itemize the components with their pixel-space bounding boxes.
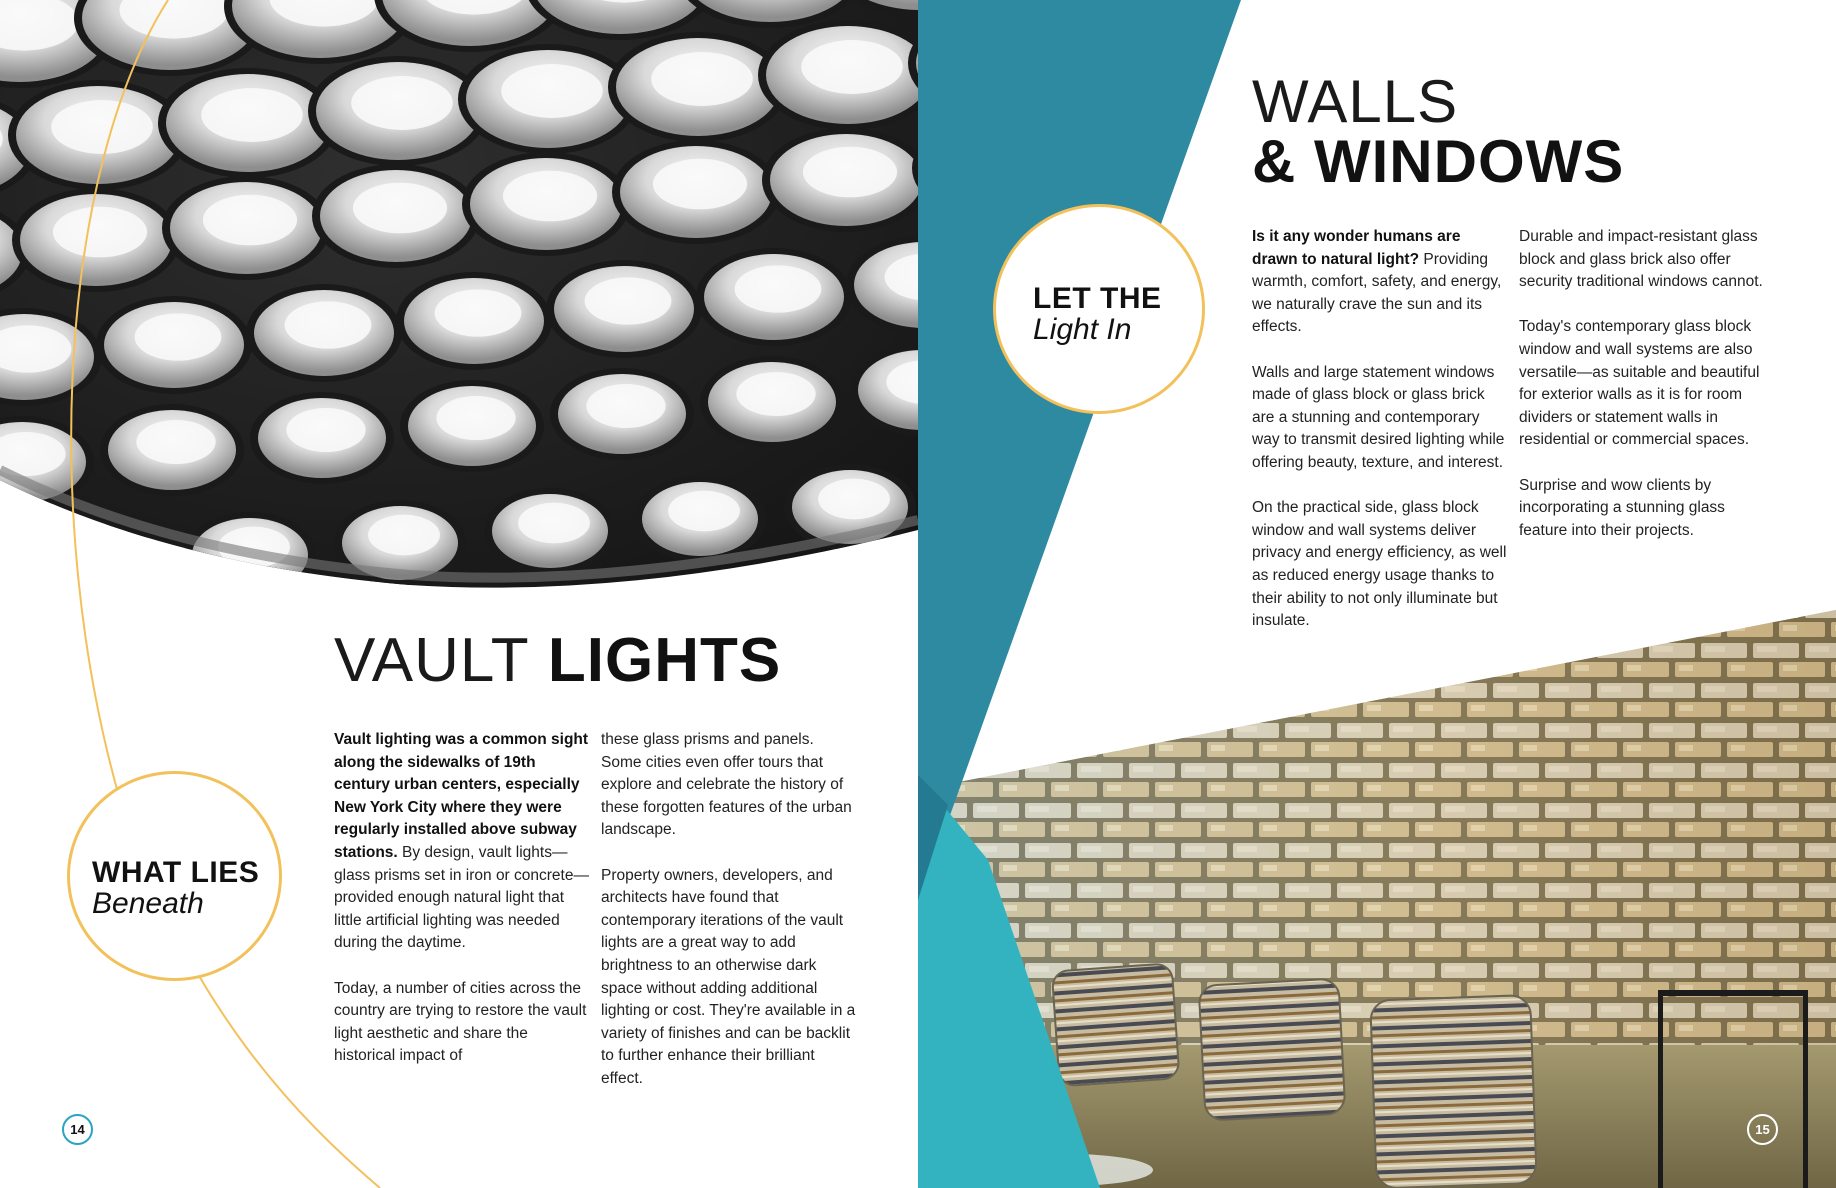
vault-lens-highlight [503,171,597,222]
vault-lens-highlight [518,503,590,544]
vault-lens-highlight [353,183,447,234]
vault-lens-highlight [201,88,303,142]
vault-lens-highlight [653,159,747,210]
right-col2-paragraph-1: Durable and impact-resistant glass block and glass brick also offer security traditional windows cannot. [1519,228,1763,291]
vault-lens-highlight [668,491,740,532]
vault-lights-heading [334,626,782,695]
vault-lens-highlight [286,408,365,452]
left-col1-paragraph-1 [334,729,590,955]
heading-line-2: & WINDOWS [1252,128,1625,195]
page-number-left: 14 [62,1114,93,1145]
left-intro-rest: By design, vault lights—glass prisms set in iron or concrete—provided enough natural light that little artificial lighting was needed during the daytime. [334,843,589,952]
badge-line-1: WHAT LIES [92,856,260,889]
page-number-right: 15 [1747,1114,1778,1145]
right-column-1 [1252,226,1510,655]
vault-lens-highlight [801,40,903,94]
right-intro-bold: Is it any wonder humans are drawn to natural light? [1252,228,1461,268]
right-col2-paragraph-2: Today's contemporary glass block window and wall systems are also versatile—as suitable and beautiful for exterior walls as it is for room dividers or statement walls in residential or commercial spaces. [1519,318,1760,449]
vault-lens-highlight [585,277,672,324]
vault-lens-highlight [435,289,522,336]
right-column-2 [1519,226,1775,565]
right-page [918,0,1836,1188]
vault-lens-highlight [285,301,372,348]
walls-windows-heading [1252,68,1625,195]
right-col1-paragraph-1 [1252,226,1510,339]
left-column-1 [334,729,590,1091]
let-the-light-in-badge [993,204,1205,414]
right-col2-paragraph-3: Surprise and wow clients by incorporating a stunning glass feature into their projects. [1519,476,1725,539]
badge-line-2: Beneath [92,887,204,920]
vault-lens-highlight [135,313,222,360]
left-column-2 [601,729,857,1113]
vault-lens-highlight [501,64,603,118]
vault-lens-highlight [735,265,822,312]
left-col2-paragraph-1: these glass prisms and panels. Some cities even offer tours that explore and celebrate the history of these forgotten features of the urban landscape. [601,731,852,839]
vault-lens-highlight [368,515,440,556]
vault-lens-highlight [436,396,515,440]
vault-lens-highlight [51,100,153,154]
right-col1-paragraph-3: On the practical side, glass block window and wall systems deliver privacy and energy efficiency, as well as reduced energy usage thanks to their ability to not only illuminate but insulate. [1252,499,1507,630]
right-col1-paragraph-2: Walls and large statement windows made of glass block or glass brick are a stunning and contemporary way to transmit desired lighting while offering beauty, texture, and interest. [1252,363,1505,471]
vault-lens-highlight [651,52,753,106]
left-col1-paragraph-2: Today, a number of cities across the country are trying to restore the vault light aesthetic and share the historical impact of [334,979,587,1065]
vault-lens-highlight [136,420,215,464]
heading-bold-word: LIGHTS [547,626,782,695]
heading-light-word: VAULT [334,626,530,695]
vault-lens-highlight [803,147,897,198]
vault-lens-highlight [818,479,890,520]
left-col2-paragraph-2: Property owners, developers, and architects have found that contemporary iterations of the vault lights are a great way to add brightness to an otherwise dark space without adding additional lighting or cost. They're available in a variety of finishes and can be backlit to further enhance their brilliant effect. [601,866,856,1087]
vault-lens-highlight [586,384,665,428]
badge-line-2: Light In [1033,313,1132,346]
right-intro-rest: Providing warmth, comfort, safety, and energy, we naturally crave the sun and its effects. [1252,250,1502,336]
vault-lens-highlight [736,372,815,416]
heading-line-1: WALLS [1252,68,1459,135]
vault-lens-highlight [351,76,453,130]
what-lies-beneath-badge [67,771,282,981]
vault-lens-highlight [68,539,140,580]
vault-lens-highlight [53,207,147,258]
vault-lens-highlight [203,195,297,246]
badge-line-1: LET THE [1033,282,1162,315]
vault-lens [42,530,158,604]
vault-lens-rim [34,524,166,610]
left-intro-bold: Vault lighting was a common sight along the sidewalks of 19th century urban centers, especially New York City where they were regularly installed above subway stations. [334,731,589,861]
